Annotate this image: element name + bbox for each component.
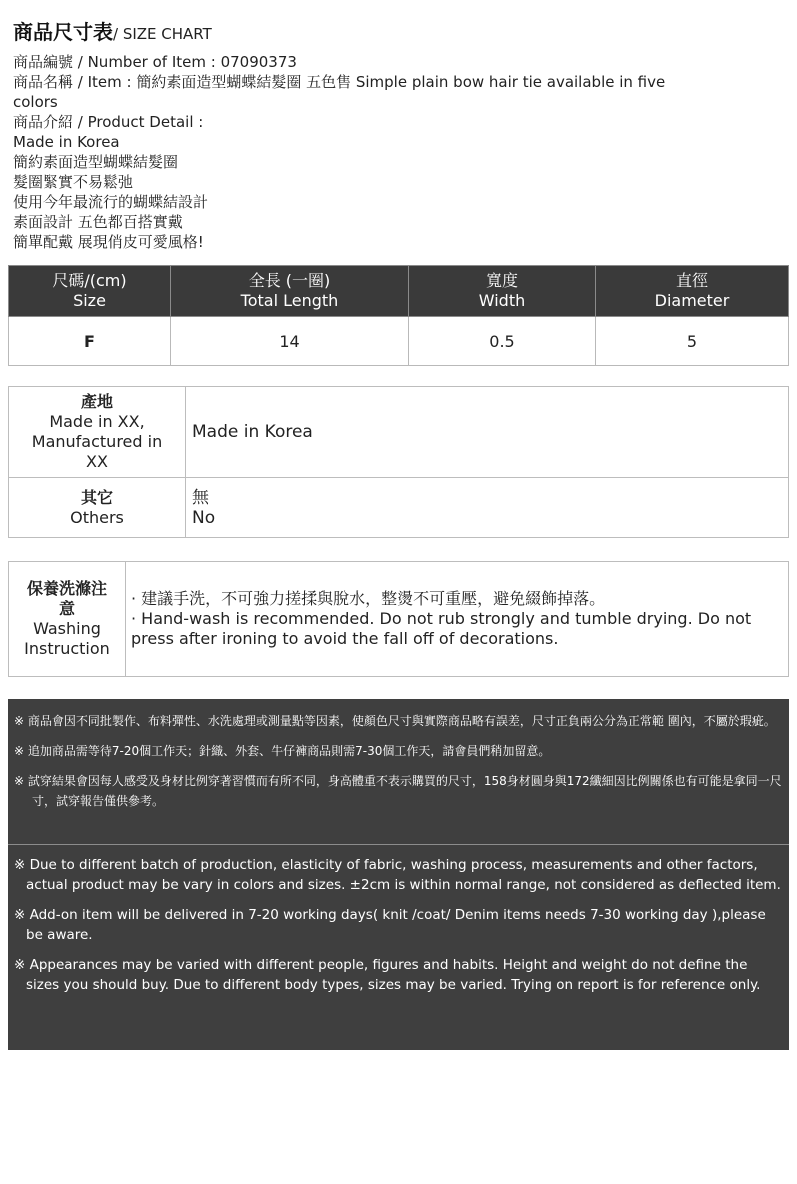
origin-label-zh: 產地 [80,392,113,411]
length-cell: 14 [171,317,409,366]
washing-text-en: · Hand-wash is recommended. Do not rub strongly and tumble drying. Do not press after ironing to avoid the fall off of decorations. [131,609,752,648]
detail-line: Made in Korea [13,133,120,151]
detail-line: 簡單配戴 展現俏皮可愛風格! [13,233,204,251]
title-main: 商品尺寸表 [13,20,113,44]
notice-item: ※ Appearances may be varied with different people, figures and habits. Height and weight do not define the sizes you should buy. Due to different body types, sizes may be varied. Trying on report is for reference only. [14,957,761,993]
header-zh: 尺碼/(cm) [52,271,127,290]
washing-text-zh: · 建議手洗，不可強力搓揉與脫水，整燙不可重壓，避免綴飾掉落。 [131,589,606,608]
header-zh: 寬度 [485,271,518,290]
detail-line: 素面設計 五色都百搭實戴 [13,213,183,231]
origin-table [8,386,789,538]
origin-label-en: Made in XX, [49,412,145,431]
header-zh: 直徑 [675,271,708,290]
others-label [9,478,186,538]
size-header-diameter [596,266,789,317]
size-header-length [171,266,409,317]
others-value-en: No [192,507,216,528]
notice-item: ※ 追加商品需等待7-20個工作天；針織、外套、牛仔褲商品則需7-30個工作天，請會員們稍加留意。 [14,744,551,758]
diameter-cell: 5 [596,317,789,366]
header-en: Size [73,291,106,310]
notice-item: ※ 商品會因不同批製作、布料彈性、水洗處理或測量點等因素，使顏色尺寸與實際商品略有誤差，尺寸正負兩公分為正常範 圍內，不屬於瑕疵。 [14,714,776,728]
washing-label-zh: 保養洗滌注 [26,579,107,598]
notice-panel [8,699,789,1050]
notice-item: ※ Add-on item will be delivered in 7-20 working days( knit /coat/ Denim items needs 7-30 working day ),please be aware. [14,907,766,943]
size-header-size [9,266,171,317]
product-detail-label: 商品介紹 / Product Detail : [13,113,204,131]
washing-value [126,562,789,677]
others-value-zh: 無 [192,487,209,508]
others-value [186,478,789,538]
origin-label-en: XX [86,452,108,471]
title-sub: / SIZE CHART [113,25,212,43]
header-en: Width [478,291,526,310]
size-table [8,265,789,366]
size-header-width [409,266,596,317]
table-row [9,317,789,366]
page-title [13,18,788,48]
item-number: 商品編號 / Number of Item : 07090373 [13,53,297,71]
item-name-cont: colors [13,93,58,111]
detail-line: 簡約素面造型蝴蝶結髮圈 [13,153,179,171]
detail-line: 使用今年最流行的蝴蝶結設計 [13,193,209,211]
washing-label-en: Instruction [24,639,110,658]
washing-label-en: Washing [33,619,101,638]
size-cell: F [9,317,171,366]
item-name: 商品名稱 / Item : 簡約素面造型蝴蝶結髮圈 五色售 Simple plain bow hair tie available in five [13,73,666,91]
detail-line: 髮圈緊實不易鬆弛 [13,173,134,191]
others-label-en: Others [70,507,124,527]
washing-row [9,562,789,677]
origin-label-en: Manufactured in [31,432,163,451]
others-label-zh: 其它 [80,487,113,507]
origin-row [9,387,789,478]
notice-item: ※ Due to different batch of production, elasticity of fabric, washing process, measurements and other factors, actual product may be vary in colors and sizes. ±2cm is within normal range, not considered as deflected item. [14,857,781,893]
size-table-header-row [9,266,789,317]
notice-en [14,855,782,1005]
product-header [13,18,788,252]
width-cell: 0.5 [409,317,596,366]
header-zh: 全長 (一圈) [248,271,331,290]
header-en: Total Length [240,291,339,310]
washing-table [8,561,789,677]
notice-item: ※ 試穿結果會因每人感受及身材比例穿著習慣而有所不同，身高體重不表示購買的尺寸，158身材圓身與172纖細因比例關係也有可能是拿同一尺寸，試穿報告僅供參考。 [14,774,782,808]
washing-label-zh: 意 [58,599,75,618]
washing-label [9,562,126,677]
notice-divider [8,844,789,845]
header-en: Diameter [654,291,730,310]
others-row [9,478,789,538]
notice-zh [14,711,782,821]
origin-label [9,387,186,478]
origin-value: Made in Korea [186,387,789,478]
